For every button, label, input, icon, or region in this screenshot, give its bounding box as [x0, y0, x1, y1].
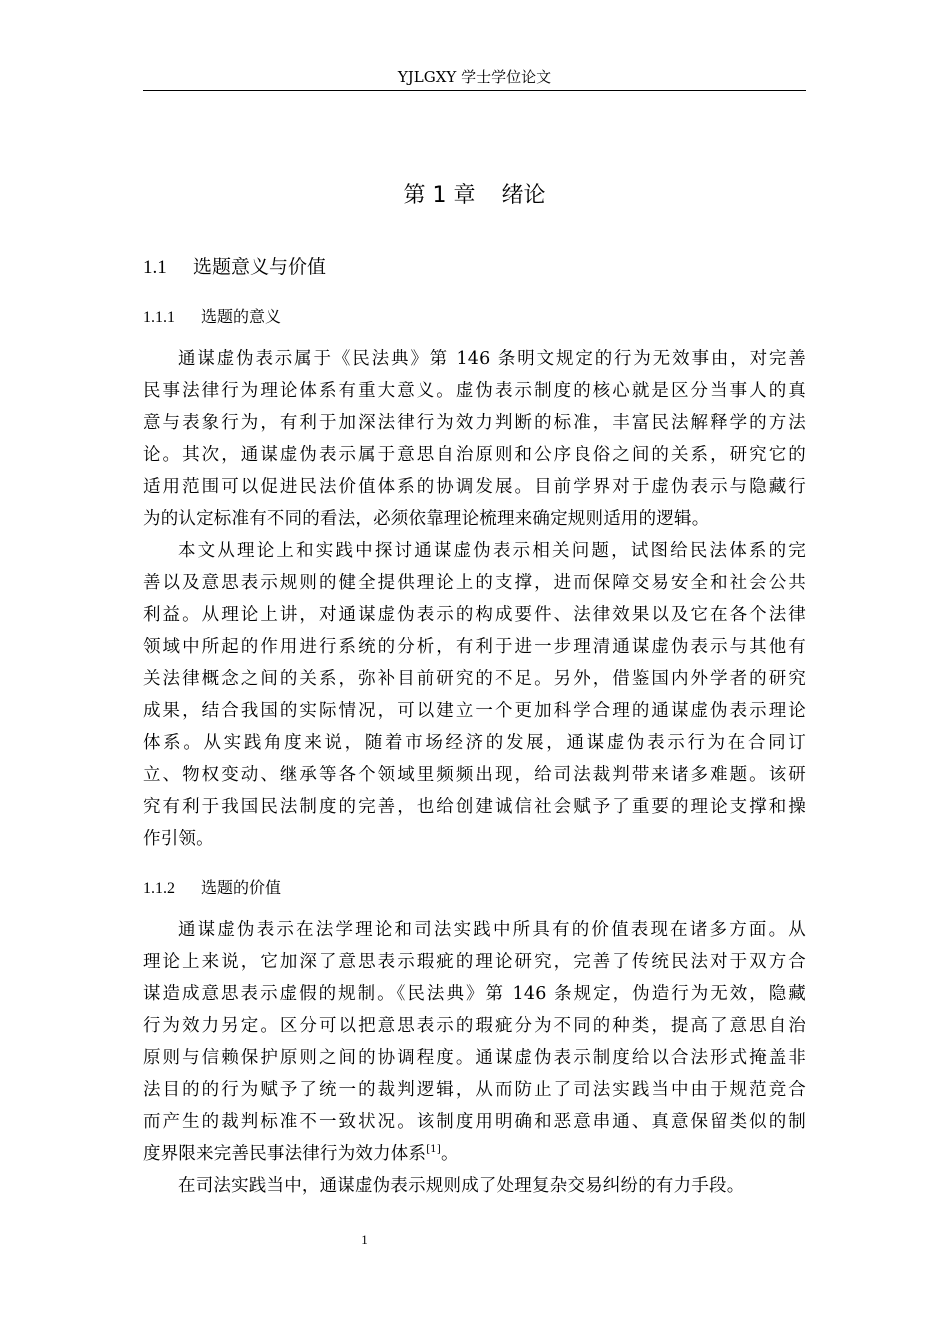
text-line: 利益。从理论上讲，对通谋虚伪表示的构成要件、法律效果以及它在各个法律: [143, 605, 806, 625]
paragraph-significance-2: [143, 535, 806, 855]
text-line: 通谋虚伪表示属于《民法典》第 146 条明文规定的行为无效事由，对完善: [178, 349, 806, 369]
subsection-heading-2: [143, 876, 281, 901]
text-line: 理论上来说，它加深了意思表示瑕疵的理论研究，完善了传统民法对于双方合: [143, 952, 806, 972]
section-number: 1.1: [143, 257, 167, 278]
text-line: 适用范围可以促进民法价值体系的协调发展。目前学界对于虚伪表示与隐藏行: [143, 477, 806, 497]
page-number: 1: [361, 1232, 368, 1247]
text-line: 而产生的裁判标准不一致状况。该制度用明确和恶意串通、真意保留类似的制: [143, 1112, 806, 1132]
subsection-title: 选题的价值: [201, 878, 282, 897]
text-line: 意与表象行为，有利于加深法律行为效力判断的标准，丰富民法解释学的方法: [143, 413, 806, 433]
paragraph-value-1: [143, 914, 806, 1170]
citation-marker[interactable]: [1]: [426, 1144, 441, 1156]
chapter-number: 第 1 章: [403, 183, 476, 208]
text-line: 善以及意思表示规则的健全提供理论上的支撑，进而保障交易安全和社会公共: [143, 573, 806, 593]
text-line: 本文从理论上和实践中探讨通谋虚伪表示相关问题，试图给民法体系的完: [178, 541, 806, 561]
text-line: 通谋虚伪表示在法学理论和司法实践中所具有的价值表现在诸多方面。从: [178, 920, 806, 940]
text-line: 作引领。: [143, 829, 214, 849]
text-line: 成果，结合我国的实际情况，可以建立一个更加科学合理的通谋虚伪表示理论: [143, 701, 806, 721]
text-line: 谋造成意思表示虚假的规制。《民法典》第 146 条规定，伪造行为无效，隐藏: [143, 984, 806, 1004]
text-line: 论。其次，通谋虚伪表示属于意思自治原则和公序良俗之间的关系，研究它的: [143, 445, 806, 465]
text-line: 立、物权变动、继承等各个领域里频频出现，给司法裁判带来诸多难题。该研: [143, 765, 806, 785]
running-header: YJLGXY 学士学位论文: [397, 68, 552, 86]
text-line: 关法律概念之间的关系，弥补目前研究的不足。另外，借鉴国内外学者的研究: [143, 669, 806, 689]
paragraph-significance-1: [143, 343, 806, 535]
paragraph-value-2: [143, 1170, 806, 1202]
text-line: 度界限来完善民事法律行为效力体系: [143, 1144, 427, 1164]
text-line: 原则与信赖保护原则之间的协调程度。通谋虚伪表示制度给以合法形式掩盖非: [143, 1048, 806, 1068]
subsection-number: 1.1.2: [143, 880, 175, 897]
text-line: 体系。从实践角度来说，随着市场经济的发展，通谋虚伪表示行为在合同订: [143, 733, 806, 753]
text-line: 在司法实践当中，通谋虚伪表示规则成了处理复杂交易纠纷的有力手段。: [178, 1176, 745, 1196]
text-line: 领域中所起的作用进行系统的分析，有利于进一步理清通谋虚伪表示与其他有: [143, 637, 806, 657]
section-heading: [143, 253, 326, 282]
subsection-title: 选题的意义: [201, 307, 282, 326]
chapter-title: [143, 181, 806, 211]
text-line: 法目的的行为赋予了统一的裁判逻辑，从而防止了司法实践当中由于规范竞合: [143, 1080, 806, 1100]
text-line: 为的认定标准有不同的看法，必须依靠理论梳理来确定规则适用的逻辑。: [143, 509, 710, 529]
subsection-number: 1.1.1: [143, 309, 175, 326]
header-rule: [143, 90, 806, 91]
section-title: 选题意义与价值: [193, 256, 327, 278]
text-line: 民事法律行为理论体系有重大意义。虚伪表示制度的核心就是区分当事人的真: [143, 381, 806, 401]
text-line: 行为效力另定。区分可以把意思表示的瑕疵分为不同的种类，提高了意思自治: [143, 1016, 806, 1036]
text-line-with-citation: [143, 1138, 806, 1170]
text-line: 究有利于我国民法制度的完善，也给创建诚信社会赋予了重要的理论支撑和操: [143, 797, 806, 817]
chapter-name: 绪论: [501, 183, 546, 208]
subsection-heading-1: [143, 305, 281, 330]
sentence-end: 。: [440, 1144, 459, 1164]
